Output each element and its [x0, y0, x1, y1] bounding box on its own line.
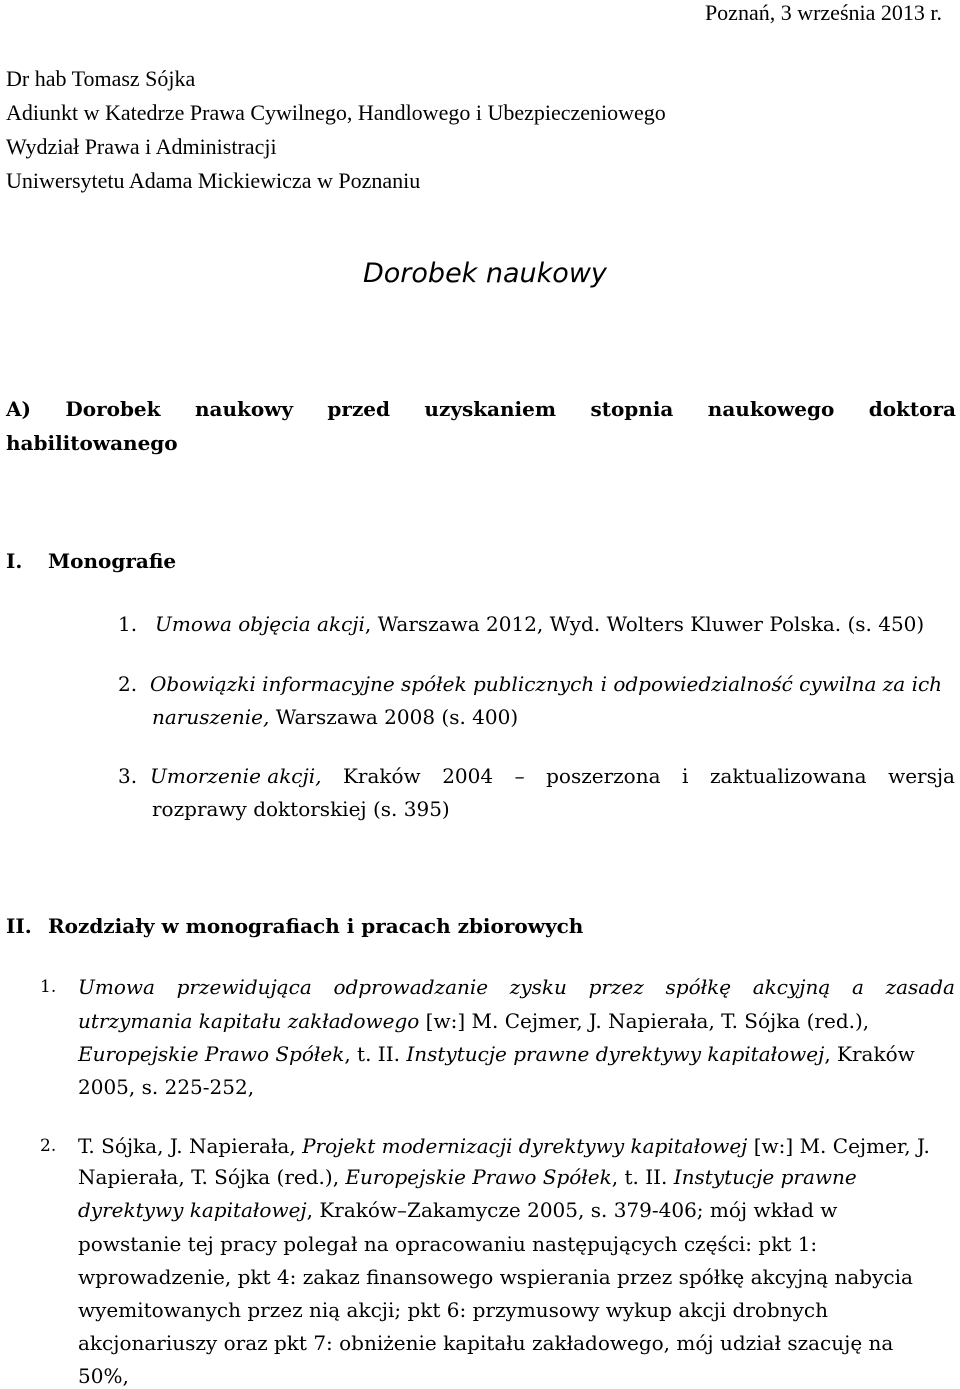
section-a-word: przed [327, 397, 391, 421]
author-name: Dr hab Tomasz Sójka [6, 66, 196, 91]
monograph-2-number: 2. [118, 672, 138, 696]
document-date: Poznań, 3 września 2013 r. [704, 0, 942, 25]
chapter-2-line3 [78, 1198, 837, 1222]
chapter-2-line7: akcjonariuszy oraz pkt 7: obniżenie kapitału zakładowego, mój udział szacuję na [78, 1331, 894, 1355]
chapter-1-word: zysku [509, 975, 567, 999]
chapter-1-place: , Kraków [824, 1042, 915, 1066]
chapter-1-number: 1. [40, 977, 57, 997]
monograph-3-word: 2004 [442, 764, 494, 788]
monograph-1-number: 1. [118, 612, 138, 636]
chapter-2-line4: powstanie tej pracy polegał na opracowaniu następujących części: pkt 1: [78, 1232, 818, 1256]
section-ii-numeral: II. [6, 914, 32, 938]
chapter-1-word: Umowa [78, 975, 155, 999]
chapter-2-line5: wprowadzenie, pkt 4: zakaz finansowego wspierania przez spółkę akcyjną nabycia [78, 1265, 913, 1289]
section-i-heading: Monografie [48, 549, 177, 573]
section-i-numeral: I. [6, 549, 23, 573]
chapter-1-book-title: Europejskie Prawo Spółek [78, 1042, 345, 1066]
monograph-1-details: , Warszawa 2012, Wyd. Wolters Kluwer Polska. (s. 450) [364, 612, 925, 636]
chapter-2-pages: , Kraków–Zakamycze 2005, s. 379-406; mój wkład w [306, 1198, 838, 1222]
section-ii-heading: Rozdziały w monografiach i pracach zbiorowych [48, 914, 584, 938]
section-a-heading-line1 [6, 397, 956, 421]
section-a-word: A) [6, 397, 31, 421]
author-faculty: Wydział Prawa i Administracji [6, 134, 277, 159]
chapter-1-line4: 2005, s. 225-252, [78, 1075, 255, 1099]
monograph-3-word: i [682, 764, 689, 788]
monograph-3-line2: rozprawy doktorskiej (s. 395) [152, 797, 450, 821]
chapter-2-book-title: Europejskie Prawo Spółek [345, 1165, 612, 1189]
chapter-2-authors: T. Sójka, J. Napierała, [78, 1134, 303, 1158]
chapter-1-word: akcyjną [752, 975, 831, 999]
section-a-word: stopnia [590, 397, 674, 421]
chapter-1-word: a [851, 975, 864, 999]
chapter-1-title-cont: utrzymania kapitału zakładowego [78, 1009, 420, 1033]
page-title: Dorobek naukowy [363, 258, 607, 289]
chapter-1-line3 [78, 1042, 915, 1066]
chapter-1-line1 [78, 975, 955, 999]
chapter-2-number: 2. [40, 1136, 57, 1156]
section-a-word: naukowego [707, 397, 835, 421]
monograph-3-word: Kraków [342, 764, 421, 788]
chapter-2-line6: wyemitowanych przez nią akcji; pkt 6: przymusowy wykup akcji drobnych [78, 1298, 828, 1322]
monograph-3-word: – [514, 764, 525, 788]
chapter-2-title: Projekt modernizacji dyrektywy kapitałowej [302, 1134, 748, 1158]
section-a-word: naukowy [194, 397, 294, 421]
author-position: Adiunkt w Katedrze Prawa Cywilnego, Handlowego i Ubezpieczeniowego [6, 100, 666, 125]
monograph-2-title-line2: naruszenie, [152, 705, 270, 729]
section-a-word: Dorobek [65, 397, 161, 421]
chapter-1-word: spółkę [665, 975, 732, 999]
section-a-word: uzyskaniem [424, 397, 557, 421]
chapter-2-line8: 50%, [78, 1364, 129, 1388]
monograph-1 [155, 612, 924, 636]
chapter-1-volume-title: Instytucje prawne dyrektywy kapitałowej [406, 1042, 825, 1066]
monograph-3-word: zaktualizowana [709, 764, 867, 788]
chapter-1-word: przez [588, 975, 644, 999]
chapter-2-editors: [w:] M. Cejmer, J. [747, 1134, 930, 1158]
monograph-3-line1 [150, 764, 955, 788]
chapter-2-line2 [78, 1165, 857, 1189]
chapter-2-volume: , t. II. [611, 1165, 674, 1189]
chapter-1-word: zasada [885, 975, 955, 999]
monograph-1-title: Umowa objęcia akcji [155, 612, 365, 636]
chapter-1-volume: , t. II. [344, 1042, 407, 1066]
author-university: Uniwersytetu Adama Mickiewicza w Poznaniu [6, 168, 421, 193]
section-a-word: doktora [868, 397, 956, 421]
monograph-3-word: wersja [888, 764, 955, 788]
monograph-3-title: Umorzenie akcji, [150, 764, 322, 788]
monograph-2-line2 [152, 705, 518, 729]
monograph-3-number: 3. [118, 764, 138, 788]
chapter-1-word: odprowadzanie [333, 975, 489, 999]
section-a-heading-line2: habilitowanego [6, 431, 178, 455]
chapter-1-editors: [w:] M. Cejmer, J. Napierała, T. Sójka (red.), [419, 1009, 870, 1033]
monograph-2-details: Warszawa 2008 (s. 400) [269, 705, 519, 729]
chapter-1-line2 [78, 1009, 869, 1033]
monograph-3-word: poszerzona [546, 764, 661, 788]
chapter-2-volume-title-cont: dyrektywy kapitałowej [78, 1198, 307, 1222]
chapter-2-editors-cont: Napierała, T. Sójka (red.), [78, 1165, 346, 1189]
chapter-2-line1 [78, 1134, 930, 1158]
chapter-1-word: przewidująca [176, 975, 312, 999]
monograph-2-title-line1: Obowiązki informacyjne spółek publicznych i odpowiedzialność cywilna za ich [150, 672, 943, 696]
chapter-2-volume-title: Instytucje prawne [673, 1165, 857, 1189]
